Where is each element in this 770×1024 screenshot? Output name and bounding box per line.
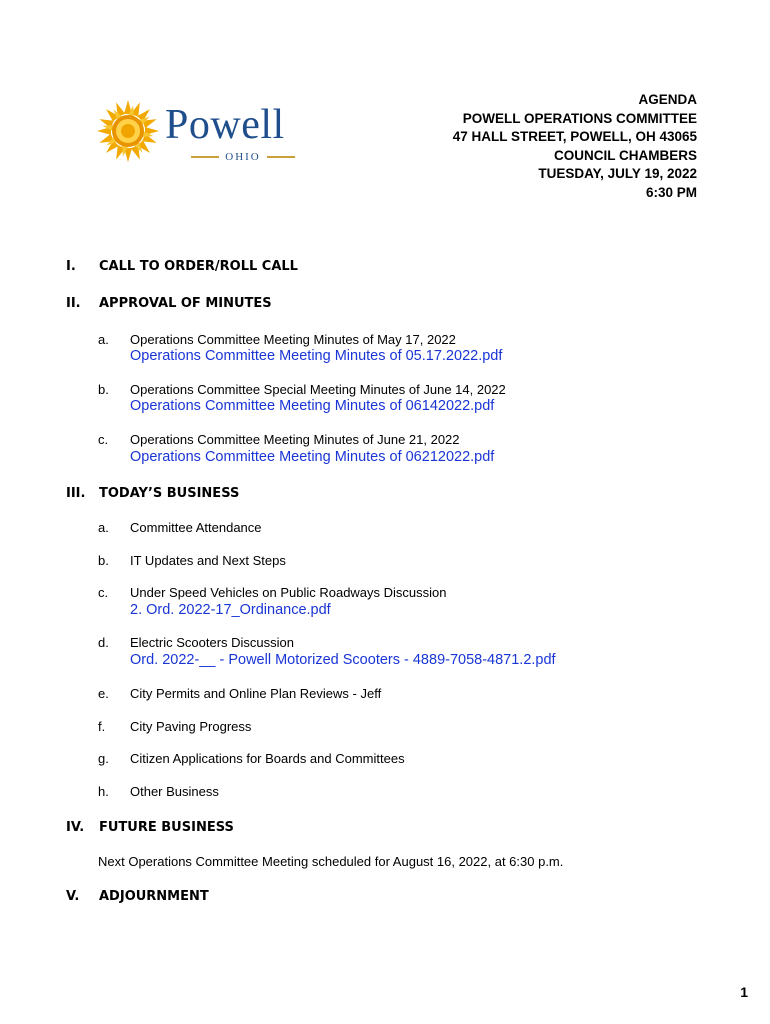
section-approval-of-minutes (66, 296, 272, 311)
section-number: V. (66, 889, 80, 904)
section-title: FUTURE BUSINESS (99, 820, 234, 835)
item-text: Operations Committee Meeting Minutes of June 21, 2022 (130, 432, 460, 447)
item-letter: h. (98, 784, 109, 799)
item-letter: b. (98, 382, 109, 397)
logo-rule-left (191, 156, 219, 158)
agenda-header (453, 91, 697, 202)
minutes-link-a[interactable]: Operations Committee Meeting Minutes of 05.17.2022.pdf (130, 348, 503, 364)
minutes-link-c[interactable]: Operations Committee Meeting Minutes of 06212022.pdf (130, 449, 495, 465)
section-number: I. (66, 259, 76, 274)
section-number: II. (66, 296, 81, 311)
item-letter: f. (98, 719, 106, 734)
powell-logo (95, 96, 335, 168)
section-future-business (66, 820, 234, 835)
item-text: Electric Scooters Discussion (130, 635, 294, 650)
item-letter: e. (98, 686, 109, 701)
section-todays-business (66, 486, 239, 501)
item-text: IT Updates and Next Steps (130, 553, 286, 568)
section-adjournment (66, 889, 209, 904)
header-time: 6:30 PM (645, 184, 697, 200)
business-link-c[interactable]: 2. Ord. 2022-17_Ordinance.pdf (130, 602, 331, 618)
item-letter: b. (98, 553, 109, 568)
item-letter: d. (98, 635, 109, 650)
section-title: ADJOURNMENT (99, 889, 209, 904)
section-title: CALL TO ORDER/ROLL CALL (99, 259, 298, 274)
header-committee: POWELL OPERATIONS COMMITTEE (462, 110, 697, 126)
header-title: AGENDA (638, 92, 697, 107)
item-text: Operations Committee Meeting Minutes of May 17, 2022 (130, 332, 456, 347)
sunflower-icon (95, 98, 161, 164)
item-text: Operations Committee Special Meeting Minutes of June 14, 2022 (130, 382, 506, 397)
section-call-to-order (66, 259, 298, 274)
logo-ohio-text: OHIO (225, 151, 261, 163)
item-text: Other Business (130, 784, 219, 799)
item-letter: c. (98, 585, 109, 600)
section-title: TODAY’S BUSINESS (99, 486, 240, 501)
minutes-link-b[interactable]: Operations Committee Meeting Minutes of 06142022.pdf (130, 398, 495, 414)
page-number: 1 (740, 984, 748, 1000)
header-location: COUNCIL CHAMBERS (553, 147, 697, 163)
item-letter: a. (98, 520, 109, 535)
business-link-d[interactable]: Ord. 2022-__ - Powell Motorized Scooters - 4889-7058-4871.2.pdf (130, 652, 556, 668)
logo-wordmark: Powell (165, 102, 285, 148)
section-title: APPROVAL OF MINUTES (99, 296, 272, 311)
item-letter: a. (98, 332, 109, 347)
item-text: City Paving Progress (130, 719, 252, 734)
future-meeting-note: Next Operations Committee Meeting scheduled for August 16, 2022, at 6:30 p.m. (98, 854, 564, 869)
logo-subtitle (191, 151, 295, 163)
header-address: 47 HALL STREET, POWELL, OH 43065 (452, 129, 697, 144)
item-text: Citizen Applications for Boards and Committees (130, 751, 405, 766)
item-text: City Permits and Online Plan Reviews - Jeff (130, 686, 382, 701)
item-text: Committee Attendance (130, 520, 262, 535)
section-number: IV. (66, 820, 85, 835)
logo-rule-right (267, 156, 295, 158)
header-date: TUESDAY, JULY 19, 2022 (538, 166, 697, 181)
item-text: Under Speed Vehicles on Public Roadways Discussion (130, 585, 447, 600)
section-number: III. (66, 486, 86, 501)
item-letter: g. (98, 751, 109, 766)
item-letter: c. (98, 432, 109, 447)
